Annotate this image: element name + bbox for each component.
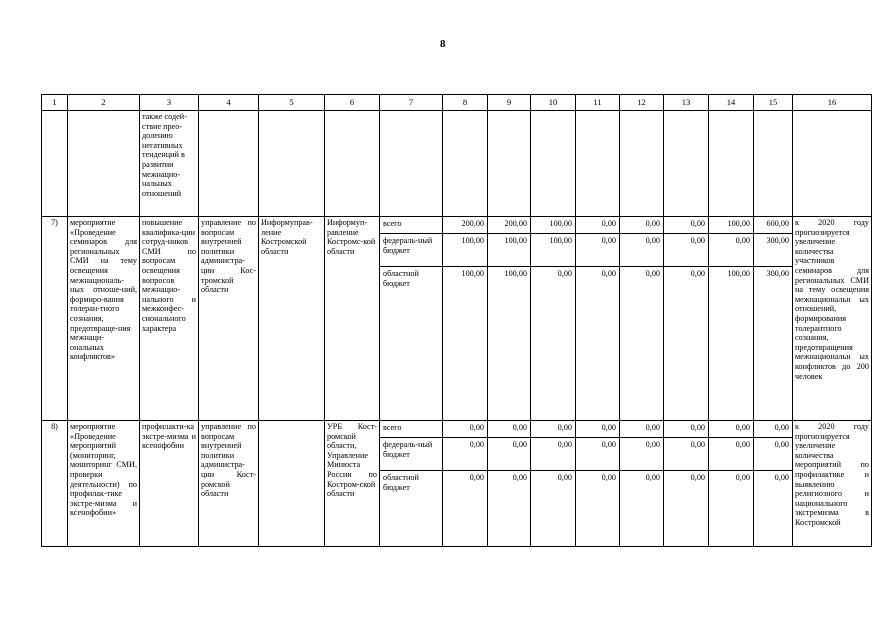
column-header: 1 bbox=[42, 95, 68, 111]
funding-value: 0,00 bbox=[620, 421, 663, 438]
funding-value: 100,00 bbox=[727, 269, 750, 278]
funding-values bbox=[664, 217, 709, 421]
funding-value: 0,00 bbox=[576, 438, 619, 471]
funding-value: 600,00 bbox=[754, 217, 792, 234]
measure-row bbox=[42, 421, 872, 547]
funding-value: 0,00 bbox=[531, 421, 575, 438]
funding-value: 0,00 bbox=[576, 421, 619, 438]
funding-value: 0,00 bbox=[620, 438, 663, 471]
funding-value: 0,00 bbox=[645, 473, 660, 482]
measure-goal: повышение квалифика-ции сотруд-ников СМИ по вопросам освещения вопросов межнацио-нального и межконфес-сионального характера bbox=[140, 217, 199, 421]
funding-value: 0,00 bbox=[774, 473, 789, 482]
funding-values bbox=[488, 421, 531, 547]
funding-source-label: областной бюджет bbox=[383, 473, 419, 492]
column-header: 15 bbox=[754, 95, 793, 111]
column-header: 7 bbox=[380, 95, 443, 111]
funding-source-label: всего bbox=[380, 217, 442, 234]
funding-value: 0,00 bbox=[690, 269, 705, 278]
column-header: 3 bbox=[140, 95, 199, 111]
page-number: 8 bbox=[440, 38, 446, 50]
funding-source-label: областной бюджет bbox=[383, 269, 419, 288]
funding-values bbox=[443, 217, 488, 421]
expected-result: к 2020 году прогнозируется увеличение количества участников семинаров для региональных СМИ на тему освещения межнациональн ых отношений, формирования толерантного сознания, предотвращения межнациональн ых конфликтов до 200 человек bbox=[793, 217, 872, 421]
column-header: 14 bbox=[709, 95, 754, 111]
program-table bbox=[41, 94, 872, 547]
funding-value: 0,00 bbox=[690, 473, 705, 482]
funding-value: 0,00 bbox=[576, 234, 619, 267]
funding-value: 0,00 bbox=[709, 438, 753, 471]
column-header: 4 bbox=[199, 95, 259, 111]
expected-result: к 2020 году прогнозируется увеличение количества мероприятий по профилактике и выявлению религиозного и национального экстремизма в Костромской bbox=[793, 421, 872, 547]
funding-source-label: федераль-ный бюджет bbox=[380, 234, 442, 267]
column-header: 10 bbox=[531, 95, 576, 111]
funding-value: 0,00 bbox=[709, 234, 753, 267]
funding-value: 300,00 bbox=[766, 269, 789, 278]
responsible-dept: управление по вопросам внутренней политики администра-ции Кос-тромской области bbox=[199, 217, 259, 421]
funding-value: 200,00 bbox=[488, 217, 530, 234]
funding-value: 0,00 bbox=[664, 438, 708, 471]
funding-value: 100,00 bbox=[531, 217, 575, 234]
funding-value: 0,00 bbox=[443, 421, 487, 438]
funding-values bbox=[620, 421, 664, 547]
participant: УРБ Кост-ромской области, Управление Минюста России по Костром-ской области bbox=[325, 421, 380, 547]
funding-value: 100,00 bbox=[461, 269, 484, 278]
funding-value: 100,00 bbox=[488, 234, 530, 267]
funding-values bbox=[664, 421, 709, 547]
funding-value: 0,00 bbox=[601, 473, 616, 482]
funding-value: 0,00 bbox=[620, 234, 663, 267]
funding-value: 0,00 bbox=[664, 421, 708, 438]
continuation-row bbox=[42, 111, 872, 217]
measure-name: мероприятие «Проведение семинаров для региональных СМИ на тему освещения межнациональ-ных отноше-ний, формиро-вания толеран-тного сознания, предотвраще-ния межнаци-ональных конфликтов» bbox=[68, 217, 140, 421]
column-header: 8 bbox=[443, 95, 488, 111]
funding-values bbox=[443, 421, 488, 547]
funding-value: 0,00 bbox=[488, 438, 530, 471]
funding-value: 300,00 bbox=[754, 234, 792, 267]
funding-value: 0,00 bbox=[709, 421, 753, 438]
funding-sources bbox=[380, 217, 443, 421]
measure-row bbox=[42, 217, 872, 421]
column-header: 5 bbox=[259, 95, 325, 111]
column-header: 11 bbox=[576, 95, 620, 111]
funding-value: 0,00 bbox=[469, 473, 484, 482]
funding-value: 0,00 bbox=[512, 473, 527, 482]
column-header: 6 bbox=[325, 95, 380, 111]
funding-value: 0,00 bbox=[488, 421, 530, 438]
funding-value: 0,00 bbox=[531, 438, 575, 471]
measure-name: мероприятие «Проведение мероприятий (мониторинг, мониторинг СМИ, проверки деятельности) по профилак-тике экстре-мизма и ксенофобии» bbox=[68, 421, 140, 547]
goal-continuation: также содей-ствие прео-долению негативных тенденций в развитии межнацио-нальных отношений bbox=[140, 111, 199, 217]
funding-value: 0,00 bbox=[443, 438, 487, 471]
funding-value: 200,00 bbox=[443, 217, 487, 234]
funding-sources bbox=[380, 421, 443, 547]
column-header: 2 bbox=[68, 95, 140, 111]
funding-value: 0,00 bbox=[601, 269, 616, 278]
funding-value: 0,00 bbox=[645, 269, 660, 278]
funding-value: 0,00 bbox=[754, 438, 792, 471]
funding-value: 100,00 bbox=[504, 269, 527, 278]
funding-value: 100,00 bbox=[443, 234, 487, 267]
funding-value: 0,00 bbox=[754, 421, 792, 438]
column-header: 13 bbox=[664, 95, 709, 111]
column-header: 12 bbox=[620, 95, 664, 111]
funding-values bbox=[488, 217, 531, 421]
funding-values bbox=[531, 217, 576, 421]
funding-value: 0,00 bbox=[576, 217, 619, 234]
funding-value: 0,00 bbox=[735, 473, 750, 482]
co-executor: Информуправ-ление Костромской области bbox=[259, 217, 325, 421]
column-header: 16 bbox=[793, 95, 872, 111]
funding-value: 100,00 bbox=[709, 217, 753, 234]
column-header: 9 bbox=[488, 95, 531, 111]
row-number: 7) bbox=[42, 217, 68, 421]
funding-value: 0,00 bbox=[664, 217, 708, 234]
funding-values bbox=[709, 421, 754, 547]
funding-values bbox=[754, 217, 793, 421]
responsible-dept: управление по вопросам внутренней политики администра-ции Кост-ромской области bbox=[199, 421, 259, 547]
funding-value: 0,00 bbox=[664, 234, 708, 267]
funding-value: 0,00 bbox=[620, 217, 663, 234]
funding-value: 0,00 bbox=[557, 269, 572, 278]
funding-source-label: федераль-ный бюджет bbox=[380, 438, 442, 471]
funding-values bbox=[576, 421, 620, 547]
measure-goal: профилакти-ка экстре-мизма и ксенофобии bbox=[140, 421, 199, 547]
funding-value: 100,00 bbox=[531, 234, 575, 267]
header-row bbox=[42, 95, 872, 111]
funding-values bbox=[709, 217, 754, 421]
funding-values bbox=[620, 217, 664, 421]
co-executor bbox=[259, 421, 325, 547]
funding-value: 0,00 bbox=[557, 473, 572, 482]
funding-source-label: всего bbox=[380, 421, 442, 438]
funding-values bbox=[754, 421, 793, 547]
participant: Информуп-равление Костромс-кой области bbox=[325, 217, 380, 421]
funding-values bbox=[576, 217, 620, 421]
funding-values bbox=[531, 421, 576, 547]
row-number: 8) bbox=[42, 421, 68, 547]
